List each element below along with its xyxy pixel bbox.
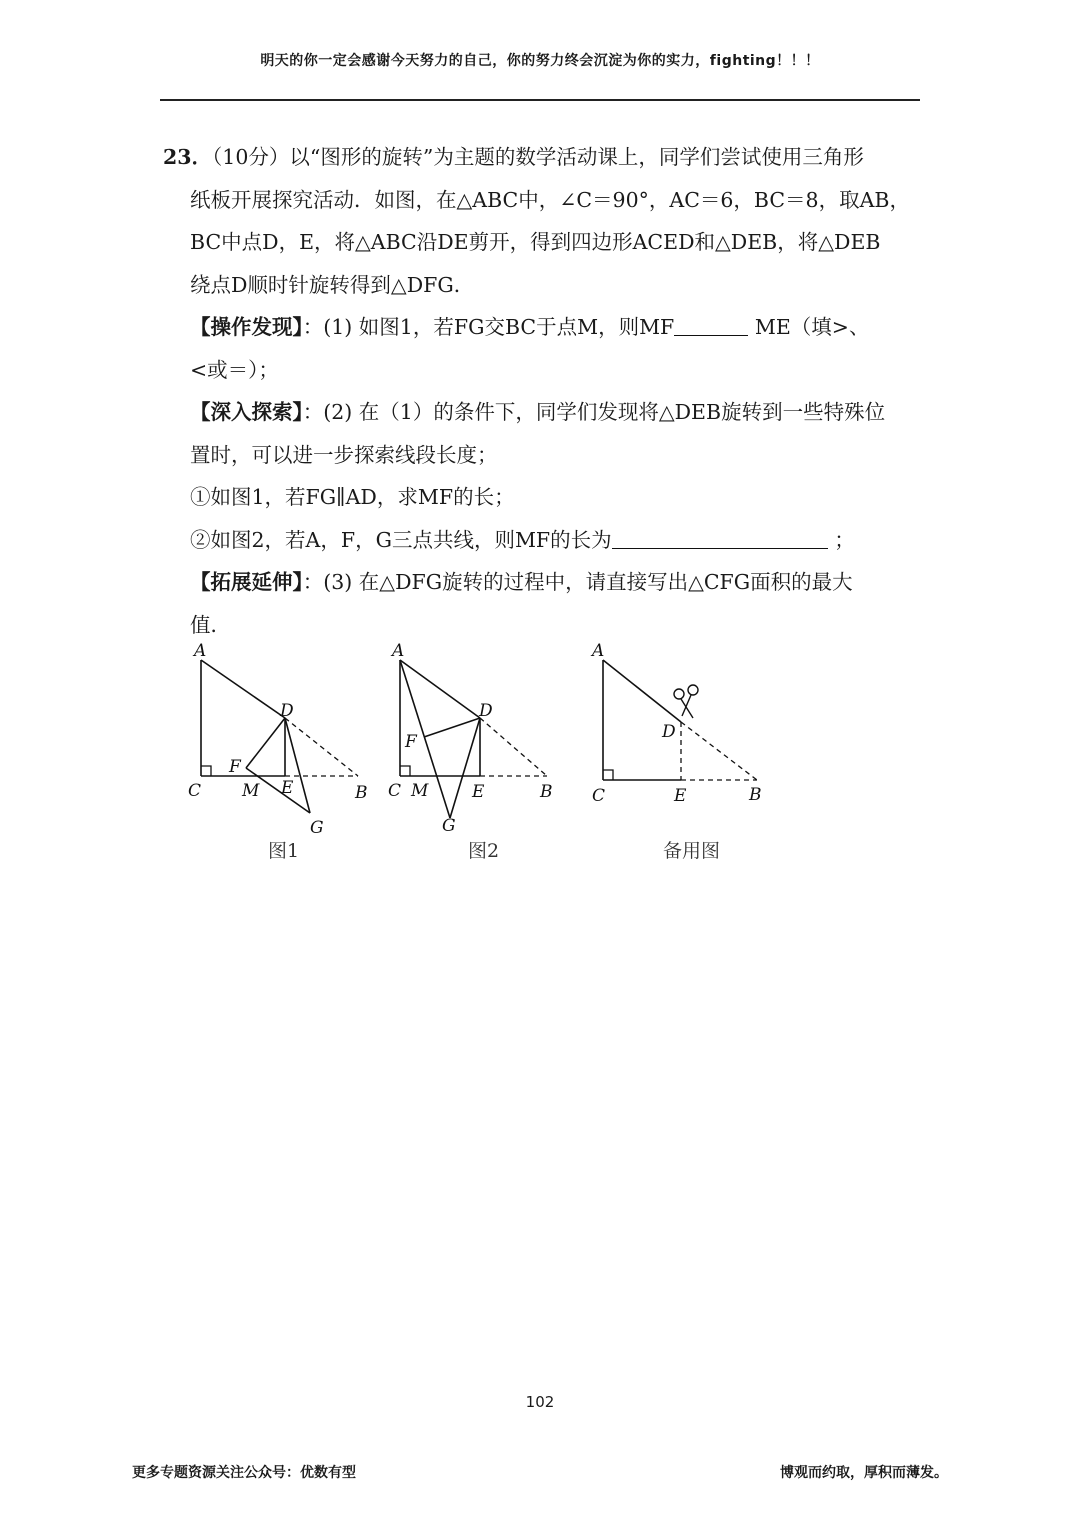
part3-line-1 [163,561,923,604]
fig2-label-d: D [479,701,493,721]
part1-text-a: ：(1) 如图1，若FG交BC于点M，则MF [302,315,675,339]
intro-line-1: 以“图形的旋转”为主题的数学活动课上，同学们尝试使用三角形 [289,145,864,169]
header-motto: 明天的你一定会感谢今天努力的自己，你的努力终会沉淀为你的实力，fighting！！！ [260,53,820,69]
figure-backup-diagram [582,640,782,840]
question-score: （10分） [212,145,290,169]
fig1-label-g: G [310,818,324,838]
fig1-label-a: A [194,641,207,661]
intro-line-3: BC中点D，E，将△ABC沿DE剪开，得到四边形ACED和△DEB，将△DEB [190,230,881,254]
fig2-right-angle [400,766,410,776]
fig2-label-b: B [540,782,553,802]
figure-2-caption: 图2 [468,840,500,862]
fig1-label-b: B [355,783,368,803]
fig1-right-angle [201,766,211,776]
part1-line-1 [163,306,923,349]
fig2-label-c: C [388,781,402,801]
part2-text-a: ：(2) 在（1）的条件下，同学们发现将△DEB旋转到一些特殊位 [302,400,886,424]
fig2-label-g: G [442,816,456,836]
figure-2-diagram [380,640,580,840]
fig3-dashed-db [681,722,757,780]
figure-2 [380,640,580,844]
scissors-icon [674,685,698,718]
fig3-label-d: D [662,722,676,742]
fig1-label-c: C [188,781,202,801]
part2-sub1: ①如图1，若FG∥AD，求MF的长； [190,485,515,509]
fig2-dashed-db [480,718,547,776]
fig1-label-f: F [229,757,241,777]
fig3-label-c: C [592,786,606,806]
part2-sub2-a: ②如图2，若A，F，G三点共线，则MF的长为 [190,527,612,552]
answer-blank-2[interactable] [612,524,828,549]
part2-text-b: 置时，可以进一步探索线段长度； [190,442,498,467]
footer-right: 博观而约取，厚积而薄发。 [780,1465,948,1481]
fig1-label-e: E [281,778,294,798]
fig2-side-ad [400,660,480,718]
part1-text-b: ME（填>、 [754,315,870,339]
fig2-label-e: E [472,782,485,802]
intro-line-2: 纸板开展探究活动．如图，在△ABC中，∠C＝90°，AC＝6，BC＝8，取AB， [190,187,910,212]
figure-1-caption: 图1 [268,840,300,862]
question-line-1 [163,136,923,179]
fig3-side-ad [603,660,681,722]
fig3-label-e: E [674,786,687,806]
part2-tag: 【深入探索】 [190,400,303,424]
part2-line-1 [163,391,923,434]
intro-line-4: 绕点D顺时针旋转得到△DFG． [190,272,475,297]
part3-text-a: ：(3) 在△DFG旋转的过程中，请直接写出△CFG面积的最大 [302,570,853,594]
part2-sub2-b: ； [834,527,855,552]
part2-sub2-line [163,519,923,562]
figure-backup [582,640,782,844]
answer-blank-1[interactable] [674,311,748,336]
part1-tag: 【操作发现】 [190,315,303,339]
fig2-label-f: F [405,732,417,752]
fig3-right-angle [603,770,613,780]
footer-left: 更多专题资源关注公众号：优数有型 [132,1465,356,1481]
figure-1 [180,640,380,844]
fig1-label-d: D [280,701,294,721]
header-rule [160,99,920,101]
fig3-label-a: A [592,641,605,661]
part3-tag: 【拓展延伸】 [190,570,303,594]
part3-text-b: 值． [190,612,231,637]
fig2-label-a: A [392,641,405,661]
question-23 [163,136,923,646]
fig1-side-ad [201,660,285,718]
fig1-dashed-db [285,718,358,776]
fig2-side-dg [450,718,480,818]
fig2-side-df [424,718,480,737]
figure-backup-caption: 备用图 [663,840,721,862]
fig1-side-df [246,718,285,768]
part1-text-c: <或＝）； [190,357,279,382]
page-number: 102 [525,1393,555,1411]
fig2-label-m: M [411,781,429,801]
figure-1-diagram [180,640,380,840]
fig1-label-m: M [242,781,260,801]
question-number: 23． [163,145,213,169]
fig3-label-b: B [749,785,762,805]
